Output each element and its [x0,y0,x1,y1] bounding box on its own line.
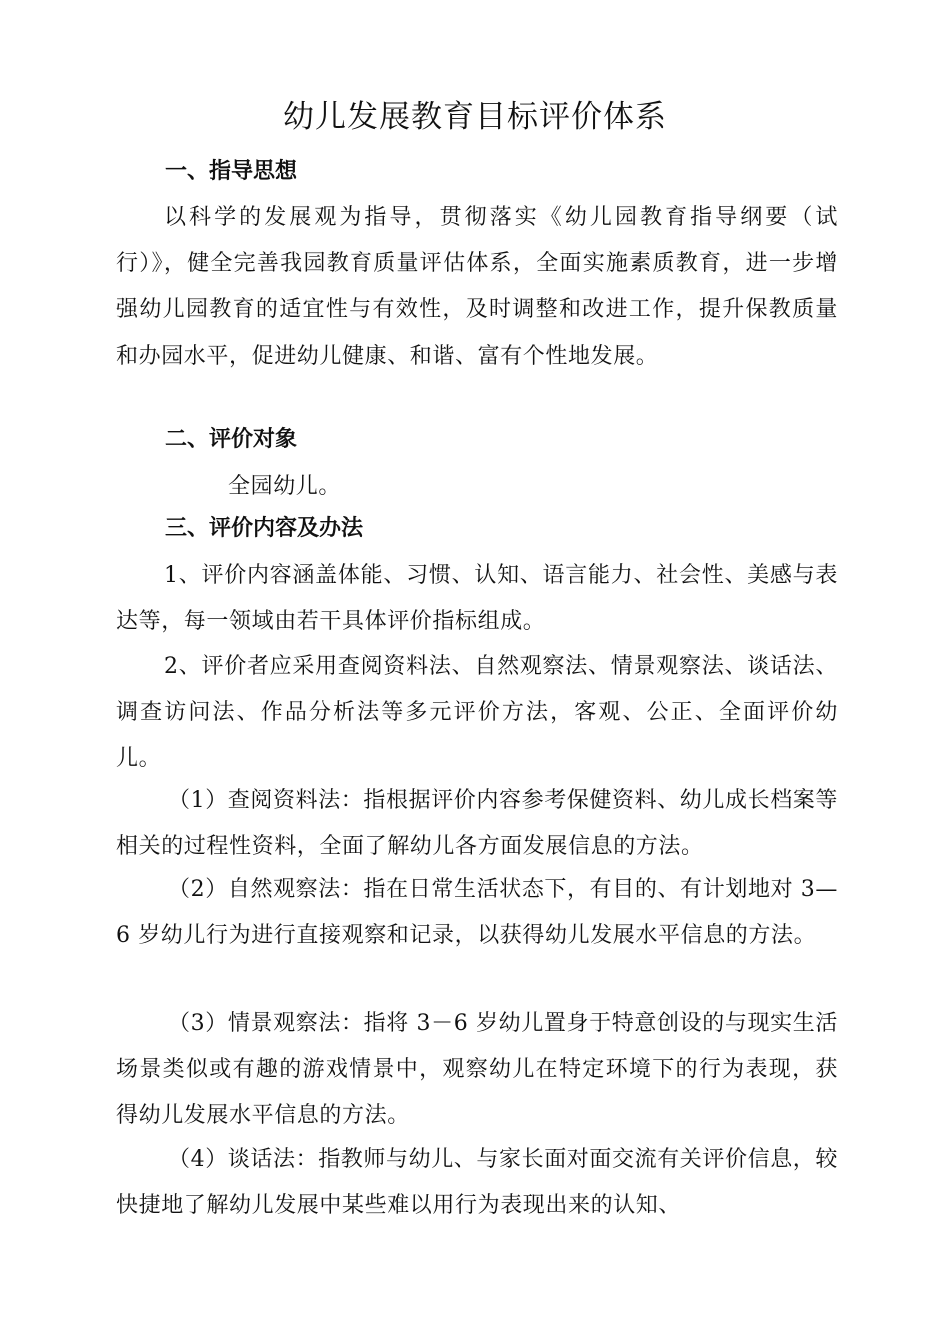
paragraph-method-interview: （4）谈话法：指教师与幼儿、与家长面对面交流有关评价信息，较快捷地了解幼儿发展中某些难以用行为表现出来的认知、 [116,1147,838,1219]
paragraph-method-natural-observation: （2）自然观察法：指在日常生活状态下，有目的、有计划地对 3—6 岁幼儿行为进行直接观察和记录，以获得幼儿发展水平信息的方法。 [116,877,838,949]
paragraph-evaluation-methods: 2、评价者应采用查阅资料法、自然观察法、情景观察法、谈话法、调查访问法、作品分析法等多元评价方法，客观、公正、全面评价幼儿。 [116,654,838,772]
paragraph-guiding-ideology: 以科学的发展观为指导，贯彻落实《幼儿园教育指导纲要（试行）》，健全完善我园教育质量评估体系，全面实施素质教育，进一步增强幼儿园教育的适宜性与有效性，及时调整和改进工作，提升保教质量和办园水平，促进幼儿健康、和谐、富有个性地发展。 [116,205,838,369]
document-title: 幼儿发展教育目标评价体系 [283,99,667,135]
section-heading-guiding-ideology: 一、指导思想 [165,159,298,184]
paragraph-evaluation-target: 全园幼儿。 [228,474,342,499]
section-heading-evaluation-target: 二、评价对象 [165,427,298,452]
paragraph-method-document-review: （1）查阅资料法：指根据评价内容参考保健资料、幼儿成长档案等相关的过程性资料，全面了解幼儿各方面发展信息的方法。 [116,788,838,860]
paragraph-method-situational-observation: （3）情景观察法：指将 3－6 岁幼儿置身于特意创设的与现实生活场景类似或有趣的游戏情景中，观察幼儿在特定环境下的行为表现，获得幼儿发展水平信息的方法。 [116,1011,838,1129]
paragraph-content-scope: 1、评价内容涵盖体能、习惯、认知、语言能力、社会性、美感与表达等，每一领域由若干具体评价指标组成。 [116,563,838,635]
section-heading-content-and-methods: 三、评价内容及办法 [165,516,364,541]
